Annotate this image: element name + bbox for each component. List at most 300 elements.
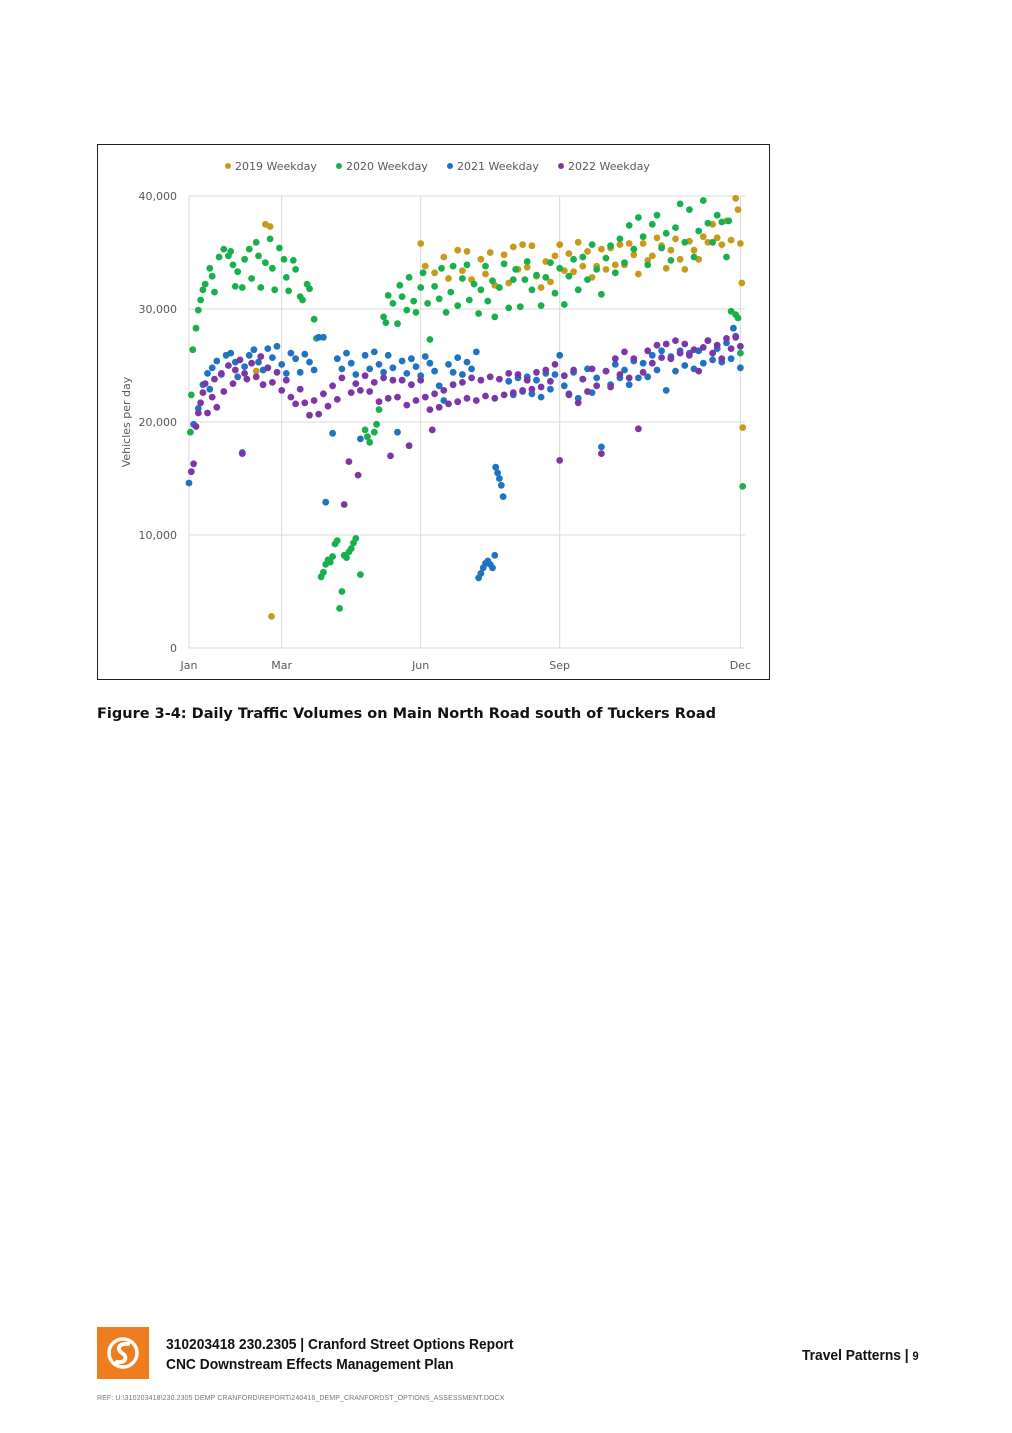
data-point — [394, 320, 401, 327]
data-point — [491, 552, 498, 559]
data-point — [658, 354, 665, 361]
data-point — [355, 472, 362, 479]
data-point — [371, 349, 378, 356]
data-point — [668, 355, 675, 362]
data-point — [376, 398, 383, 405]
data-point — [399, 293, 406, 300]
data-point — [383, 319, 390, 326]
data-point — [561, 372, 568, 379]
data-point — [663, 387, 670, 394]
data-point — [454, 398, 461, 405]
data-point — [322, 499, 329, 506]
data-point — [366, 388, 373, 395]
data-point — [579, 376, 586, 383]
data-point — [735, 206, 742, 213]
data-point — [278, 387, 285, 394]
data-point — [672, 236, 679, 243]
data-point — [505, 370, 512, 377]
data-point — [190, 460, 197, 467]
data-point — [427, 406, 434, 413]
data-point — [438, 265, 445, 272]
data-point — [566, 273, 573, 280]
data-point — [626, 381, 633, 388]
data-point — [206, 386, 213, 393]
data-point — [403, 307, 410, 314]
data-point — [552, 253, 559, 260]
data-point — [621, 349, 628, 356]
data-point — [672, 224, 679, 231]
data-point — [410, 298, 417, 305]
y-tick-label: 30,000 — [138, 303, 177, 316]
data-point — [584, 388, 591, 395]
data-point — [264, 345, 271, 352]
x-tick-label: Jun — [412, 659, 430, 672]
data-point — [709, 350, 716, 357]
data-point — [487, 249, 494, 256]
data-point — [552, 290, 559, 297]
data-point — [459, 267, 466, 274]
data-point — [253, 373, 260, 380]
data-point — [248, 360, 255, 367]
data-point — [466, 297, 473, 304]
data-point — [484, 298, 491, 305]
data-point — [431, 368, 438, 375]
data-point — [292, 355, 299, 362]
data-point — [193, 423, 200, 430]
data-point — [267, 223, 274, 230]
data-point — [635, 271, 642, 278]
data-point — [329, 553, 336, 560]
data-point — [556, 352, 563, 359]
data-point — [202, 281, 209, 288]
data-point — [334, 537, 341, 544]
data-point — [431, 283, 438, 290]
data-point — [552, 361, 559, 368]
data-point — [362, 372, 369, 379]
data-point — [561, 382, 568, 389]
data-point — [538, 394, 545, 401]
data-point — [668, 257, 675, 264]
data-point — [575, 239, 582, 246]
data-point — [204, 410, 211, 417]
data-point — [301, 399, 308, 406]
data-point — [220, 388, 227, 395]
data-point — [735, 315, 742, 322]
data-point — [343, 350, 350, 357]
footer-section-page — [802, 1347, 919, 1364]
data-point — [334, 355, 341, 362]
data-point — [292, 266, 299, 273]
data-point — [232, 367, 239, 374]
data-point — [417, 284, 424, 291]
data-point — [570, 367, 577, 374]
data-point — [399, 377, 406, 384]
data-point — [681, 362, 688, 369]
data-point — [498, 482, 505, 489]
data-point — [677, 350, 684, 357]
data-point — [195, 410, 202, 417]
data-point — [496, 376, 503, 383]
data-point — [390, 364, 397, 371]
data-point — [285, 288, 292, 295]
data-point — [352, 380, 359, 387]
data-point — [728, 237, 735, 244]
data-point — [464, 359, 471, 366]
data-point — [271, 286, 278, 293]
data-point — [617, 371, 624, 378]
data-point — [189, 346, 196, 353]
data-point — [700, 344, 707, 351]
data-point — [501, 392, 508, 399]
data-point — [257, 353, 264, 360]
legend-marker — [558, 163, 564, 169]
data-point — [187, 429, 194, 436]
data-point — [672, 368, 679, 375]
data-point — [630, 355, 637, 362]
data-point — [672, 337, 679, 344]
data-point — [552, 371, 559, 378]
data-point — [251, 346, 258, 353]
data-point — [700, 197, 707, 204]
legend-marker — [225, 163, 231, 169]
data-point — [276, 245, 283, 252]
data-point — [440, 387, 447, 394]
data-point — [394, 429, 401, 436]
data-point — [255, 253, 262, 260]
footer-section-label: Travel Patterns | — [802, 1347, 913, 1364]
data-point — [473, 397, 480, 404]
data-point — [206, 265, 213, 272]
series-2021-weekday — [186, 325, 744, 582]
data-point — [505, 378, 512, 385]
data-point — [459, 275, 466, 282]
data-point — [593, 266, 600, 273]
data-point — [714, 342, 721, 349]
data-point — [339, 375, 346, 382]
data-point — [644, 347, 651, 354]
data-point — [213, 404, 220, 411]
data-point — [195, 307, 202, 314]
data-point — [311, 316, 318, 323]
data-point — [589, 241, 596, 248]
data-point — [193, 325, 200, 332]
y-tick-label: 20,000 — [138, 416, 177, 429]
data-point — [663, 265, 670, 272]
data-point — [311, 397, 318, 404]
data-point — [714, 212, 721, 219]
data-point — [445, 275, 452, 282]
data-point — [471, 281, 478, 288]
data-point — [487, 373, 494, 380]
data-point — [436, 404, 443, 411]
data-point — [663, 341, 670, 348]
data-point — [209, 364, 216, 371]
data-point — [320, 569, 327, 576]
data-point — [403, 402, 410, 409]
data-point — [738, 280, 745, 287]
data-point — [380, 375, 387, 382]
data-point — [450, 381, 457, 388]
data-point — [640, 369, 647, 376]
x-tick-label: Sep — [549, 659, 571, 672]
legend-marker — [447, 163, 453, 169]
data-point — [598, 291, 605, 298]
data-point — [283, 377, 290, 384]
data-point — [579, 254, 586, 261]
data-point — [691, 247, 698, 254]
data-point — [496, 475, 503, 482]
data-point — [589, 366, 596, 373]
data-point — [362, 352, 369, 359]
data-point — [575, 399, 582, 406]
data-point — [575, 286, 582, 293]
footer-project-name: CNC Downstream Effects Management Plan — [166, 1356, 454, 1373]
data-point — [431, 390, 438, 397]
data-point — [501, 251, 508, 258]
data-point — [556, 241, 563, 248]
data-point — [227, 248, 234, 255]
data-point — [621, 259, 628, 266]
data-point — [468, 375, 475, 382]
data-point — [459, 379, 466, 386]
data-point — [427, 360, 434, 367]
data-point — [311, 367, 318, 374]
data-point — [705, 337, 712, 344]
logo-icon — [97, 1327, 149, 1379]
data-point — [288, 350, 295, 357]
y-tick-label: 10,000 — [138, 529, 177, 542]
data-point — [385, 352, 392, 359]
data-point — [579, 263, 586, 270]
data-point — [385, 395, 392, 402]
data-point — [681, 239, 688, 246]
data-point — [663, 230, 670, 237]
data-point — [654, 342, 661, 349]
data-point — [737, 350, 744, 357]
data-point — [603, 266, 610, 273]
data-point — [320, 334, 327, 341]
company-logo — [97, 1327, 149, 1379]
data-point — [288, 394, 295, 401]
data-point — [339, 588, 346, 595]
data-point — [408, 381, 415, 388]
data-point — [725, 218, 732, 225]
data-point — [630, 246, 637, 253]
data-point — [445, 401, 452, 408]
traffic-volume-chart — [98, 145, 771, 681]
data-point — [709, 239, 716, 246]
data-point — [422, 394, 429, 401]
data-point — [649, 360, 656, 367]
data-point — [607, 242, 614, 249]
data-point — [677, 256, 684, 263]
data-point — [718, 219, 725, 226]
data-point — [556, 265, 563, 272]
data-point — [413, 363, 420, 370]
data-point — [417, 240, 424, 247]
data-point — [478, 286, 485, 293]
data-point — [431, 269, 438, 276]
data-point — [695, 228, 702, 235]
data-point — [723, 254, 730, 261]
data-point — [658, 245, 665, 252]
data-point — [440, 254, 447, 261]
data-point — [396, 282, 403, 289]
data-point — [390, 377, 397, 384]
data-point — [612, 262, 619, 269]
x-tick-label: Jan — [180, 659, 198, 672]
data-point — [283, 274, 290, 281]
data-point — [593, 375, 600, 382]
data-point — [267, 236, 274, 243]
data-point — [290, 257, 297, 264]
data-point — [695, 368, 702, 375]
data-point — [501, 260, 508, 267]
data-point — [257, 284, 264, 291]
page-number: 9 — [912, 1349, 919, 1363]
data-point — [510, 389, 517, 396]
data-point — [306, 359, 313, 366]
data-point — [489, 277, 496, 284]
data-point — [517, 303, 524, 310]
data-point — [306, 285, 313, 292]
data-point — [234, 373, 241, 380]
data-point — [598, 450, 605, 457]
data-point — [739, 483, 746, 490]
data-point — [362, 427, 369, 434]
data-point — [626, 222, 633, 229]
data-point — [352, 535, 359, 542]
data-point — [475, 310, 482, 317]
data-point — [607, 384, 614, 391]
data-point — [617, 236, 624, 243]
data-point — [429, 427, 436, 434]
data-point — [668, 247, 675, 254]
figure-caption: Figure 3-4: Daily Traffic Volumes on Main North Road south of Tuckers Road — [97, 706, 717, 722]
data-point — [681, 266, 688, 273]
data-point — [209, 394, 216, 401]
data-point — [519, 241, 526, 248]
y-tick-label: 0 — [170, 642, 177, 655]
data-point — [468, 366, 475, 373]
data-point — [262, 259, 269, 266]
data-point — [315, 411, 322, 418]
data-point — [482, 393, 489, 400]
legend-label: 2019 Weekday — [235, 160, 317, 173]
data-point — [593, 382, 600, 389]
data-point — [500, 493, 507, 500]
data-point — [237, 357, 244, 364]
data-point — [732, 195, 739, 202]
data-point — [547, 259, 554, 266]
data-point — [220, 246, 227, 253]
footer-report-title: 310203418 230.2305 | Cranford Street Options Report — [166, 1336, 514, 1353]
data-point — [197, 399, 204, 406]
x-tick-label: Dec — [729, 659, 752, 672]
data-point — [718, 241, 725, 248]
data-point — [654, 212, 661, 219]
data-point — [644, 262, 651, 269]
y-tick-label: 40,000 — [138, 190, 177, 203]
data-point — [524, 258, 531, 265]
data-point — [413, 309, 420, 316]
data-point — [603, 368, 610, 375]
data-point — [640, 233, 647, 240]
x-tick-label: Mar — [271, 659, 293, 672]
data-point — [408, 355, 415, 362]
series-2020-weekday — [187, 197, 746, 612]
data-point — [510, 244, 517, 251]
data-point — [529, 242, 536, 249]
data-point — [640, 240, 647, 247]
data-point — [188, 392, 195, 399]
data-point — [230, 262, 237, 269]
data-point — [686, 206, 693, 213]
data-point — [385, 292, 392, 299]
data-point — [677, 201, 684, 208]
data-point — [691, 346, 698, 353]
data-point — [443, 309, 450, 316]
data-point — [491, 314, 498, 321]
data-point — [269, 265, 276, 272]
data-point — [709, 357, 716, 364]
data-point — [654, 234, 661, 241]
data-point — [436, 295, 443, 302]
data-point — [297, 369, 304, 376]
data-point — [512, 266, 519, 273]
data-point — [473, 349, 480, 356]
data-point — [598, 246, 605, 253]
data-point — [612, 269, 619, 276]
data-point — [728, 345, 735, 352]
data-point — [705, 220, 712, 227]
data-point — [739, 424, 746, 431]
data-point — [394, 394, 401, 401]
data-point — [522, 276, 529, 283]
data-point — [329, 430, 336, 437]
data-point — [556, 457, 563, 464]
data-point — [213, 358, 220, 365]
data-point — [357, 436, 364, 443]
data-point — [542, 367, 549, 374]
data-point — [371, 429, 378, 436]
data-point — [445, 361, 452, 368]
data-point — [269, 354, 276, 361]
data-point — [339, 366, 346, 373]
data-point — [225, 362, 232, 369]
data-point — [723, 335, 730, 342]
data-point — [482, 263, 489, 270]
data-point — [299, 297, 306, 304]
data-point — [197, 297, 204, 304]
data-point — [204, 370, 211, 377]
data-point — [584, 248, 591, 255]
data-point — [244, 376, 251, 383]
data-point — [635, 425, 642, 432]
data-point — [566, 392, 573, 399]
data-point — [538, 384, 545, 391]
data-point — [241, 256, 248, 263]
data-point — [292, 401, 299, 408]
data-point — [510, 276, 517, 283]
data-point — [232, 283, 239, 290]
data-point — [561, 301, 568, 308]
data-point — [325, 403, 332, 410]
data-point — [246, 352, 253, 359]
data-point — [376, 361, 383, 368]
data-point — [459, 371, 466, 378]
data-point — [218, 370, 225, 377]
